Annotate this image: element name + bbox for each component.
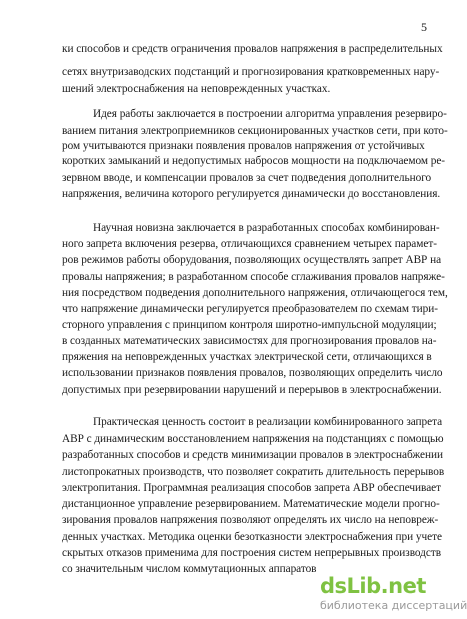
text-line: сторного управления с принципом контроля широтно-импульсной модуляции; [62, 319, 437, 331]
text-line: Идея работы заключается в построении алгоритма управления резервиро- [93, 108, 447, 120]
text-line: провалы напряжения; в разработанном способе сглаживания провалов напряже- [62, 271, 445, 283]
text-line: Практическая ценность состоит в реализации комбинированного запрета [93, 416, 443, 428]
text-line: допустимых при резервировании нарушений и перерывов в электроснабжении. [62, 384, 442, 396]
text-line: пряжения на неповрежденных участках электрической сети, отличающихся в [62, 351, 432, 363]
text-line: использовании признаков появления провалов, позволяющих определить число [62, 367, 443, 379]
text-line: листопрокатных производств, что позволяет сократить длительность перерывов [62, 466, 445, 478]
text-line: электропитания. Программная реализация способов запрета АВР обеспечивает [62, 482, 442, 494]
text-line: со значительным числом коммутационных аппаратов [62, 563, 317, 575]
text-line: Научная новизна заключается в разработанных способах комбинирован- [93, 222, 440, 234]
watermark [320, 574, 467, 616]
text-line: скрытых отказов применима для построения систем непрерывных производств [62, 547, 442, 559]
text-line: ния посредством подведения дополнительного напряжения, отличающегося тем, [62, 287, 448, 299]
text-line: ром учитываются признаки появления провалов напряжения от устойчивых [62, 140, 425, 152]
page-number: 5 [421, 20, 427, 34]
text-line: разработанных способов и средств минимизации провалов в электроснабжении [62, 449, 443, 461]
text-line: ки способов и средств ограничения провалов напряжения в распределительных [62, 43, 443, 55]
text-line: дистанционное управление резервированием. Математические модели прогно- [62, 498, 440, 510]
watermark-subtitle: библиотека диссертаций [320, 599, 467, 612]
text-line: денных участках. Методика оценки безотказности электроснабжения при учете [62, 531, 442, 543]
text-line: шений электроснабжения на неповрежденных участках. [62, 83, 331, 95]
text-line: АВР с динамическим восстановлением напряжения на подстанциях с помощью [62, 433, 444, 445]
text-line: в созданных математических зависимостях для прогнозирования провалов на- [62, 335, 437, 347]
text-line: что напряжение динамически регулируется преобразователем по схемам тири- [62, 303, 438, 315]
watermark-logo: dsLib.net [320, 574, 426, 598]
text-line: коротких замыканий и недопустимых набросов мощности на подключаемом ре- [62, 155, 446, 167]
text-line: напряжения, величина которого регулируется динамически до восстановления. [62, 188, 441, 200]
text-line: ного запрета включения резерва, отличающихся сравнением четырех парамет- [62, 238, 437, 250]
text-line: зирования провалов напряжения позволяют определять их число на неповреж- [62, 514, 439, 526]
text-line: ванием питания электроприемников секционированных участков сети, при кото- [62, 125, 448, 137]
text-line: зервном вводе, и компенсации провалов за счет подведения дополнительного [62, 172, 432, 184]
text-line: сетях внутризаводских подстанций и прогнозирования кратковременных нару- [62, 66, 440, 78]
text-line: ров режимов работы оборудования, позволяющих осуществлять запрет АВР на [62, 254, 442, 266]
